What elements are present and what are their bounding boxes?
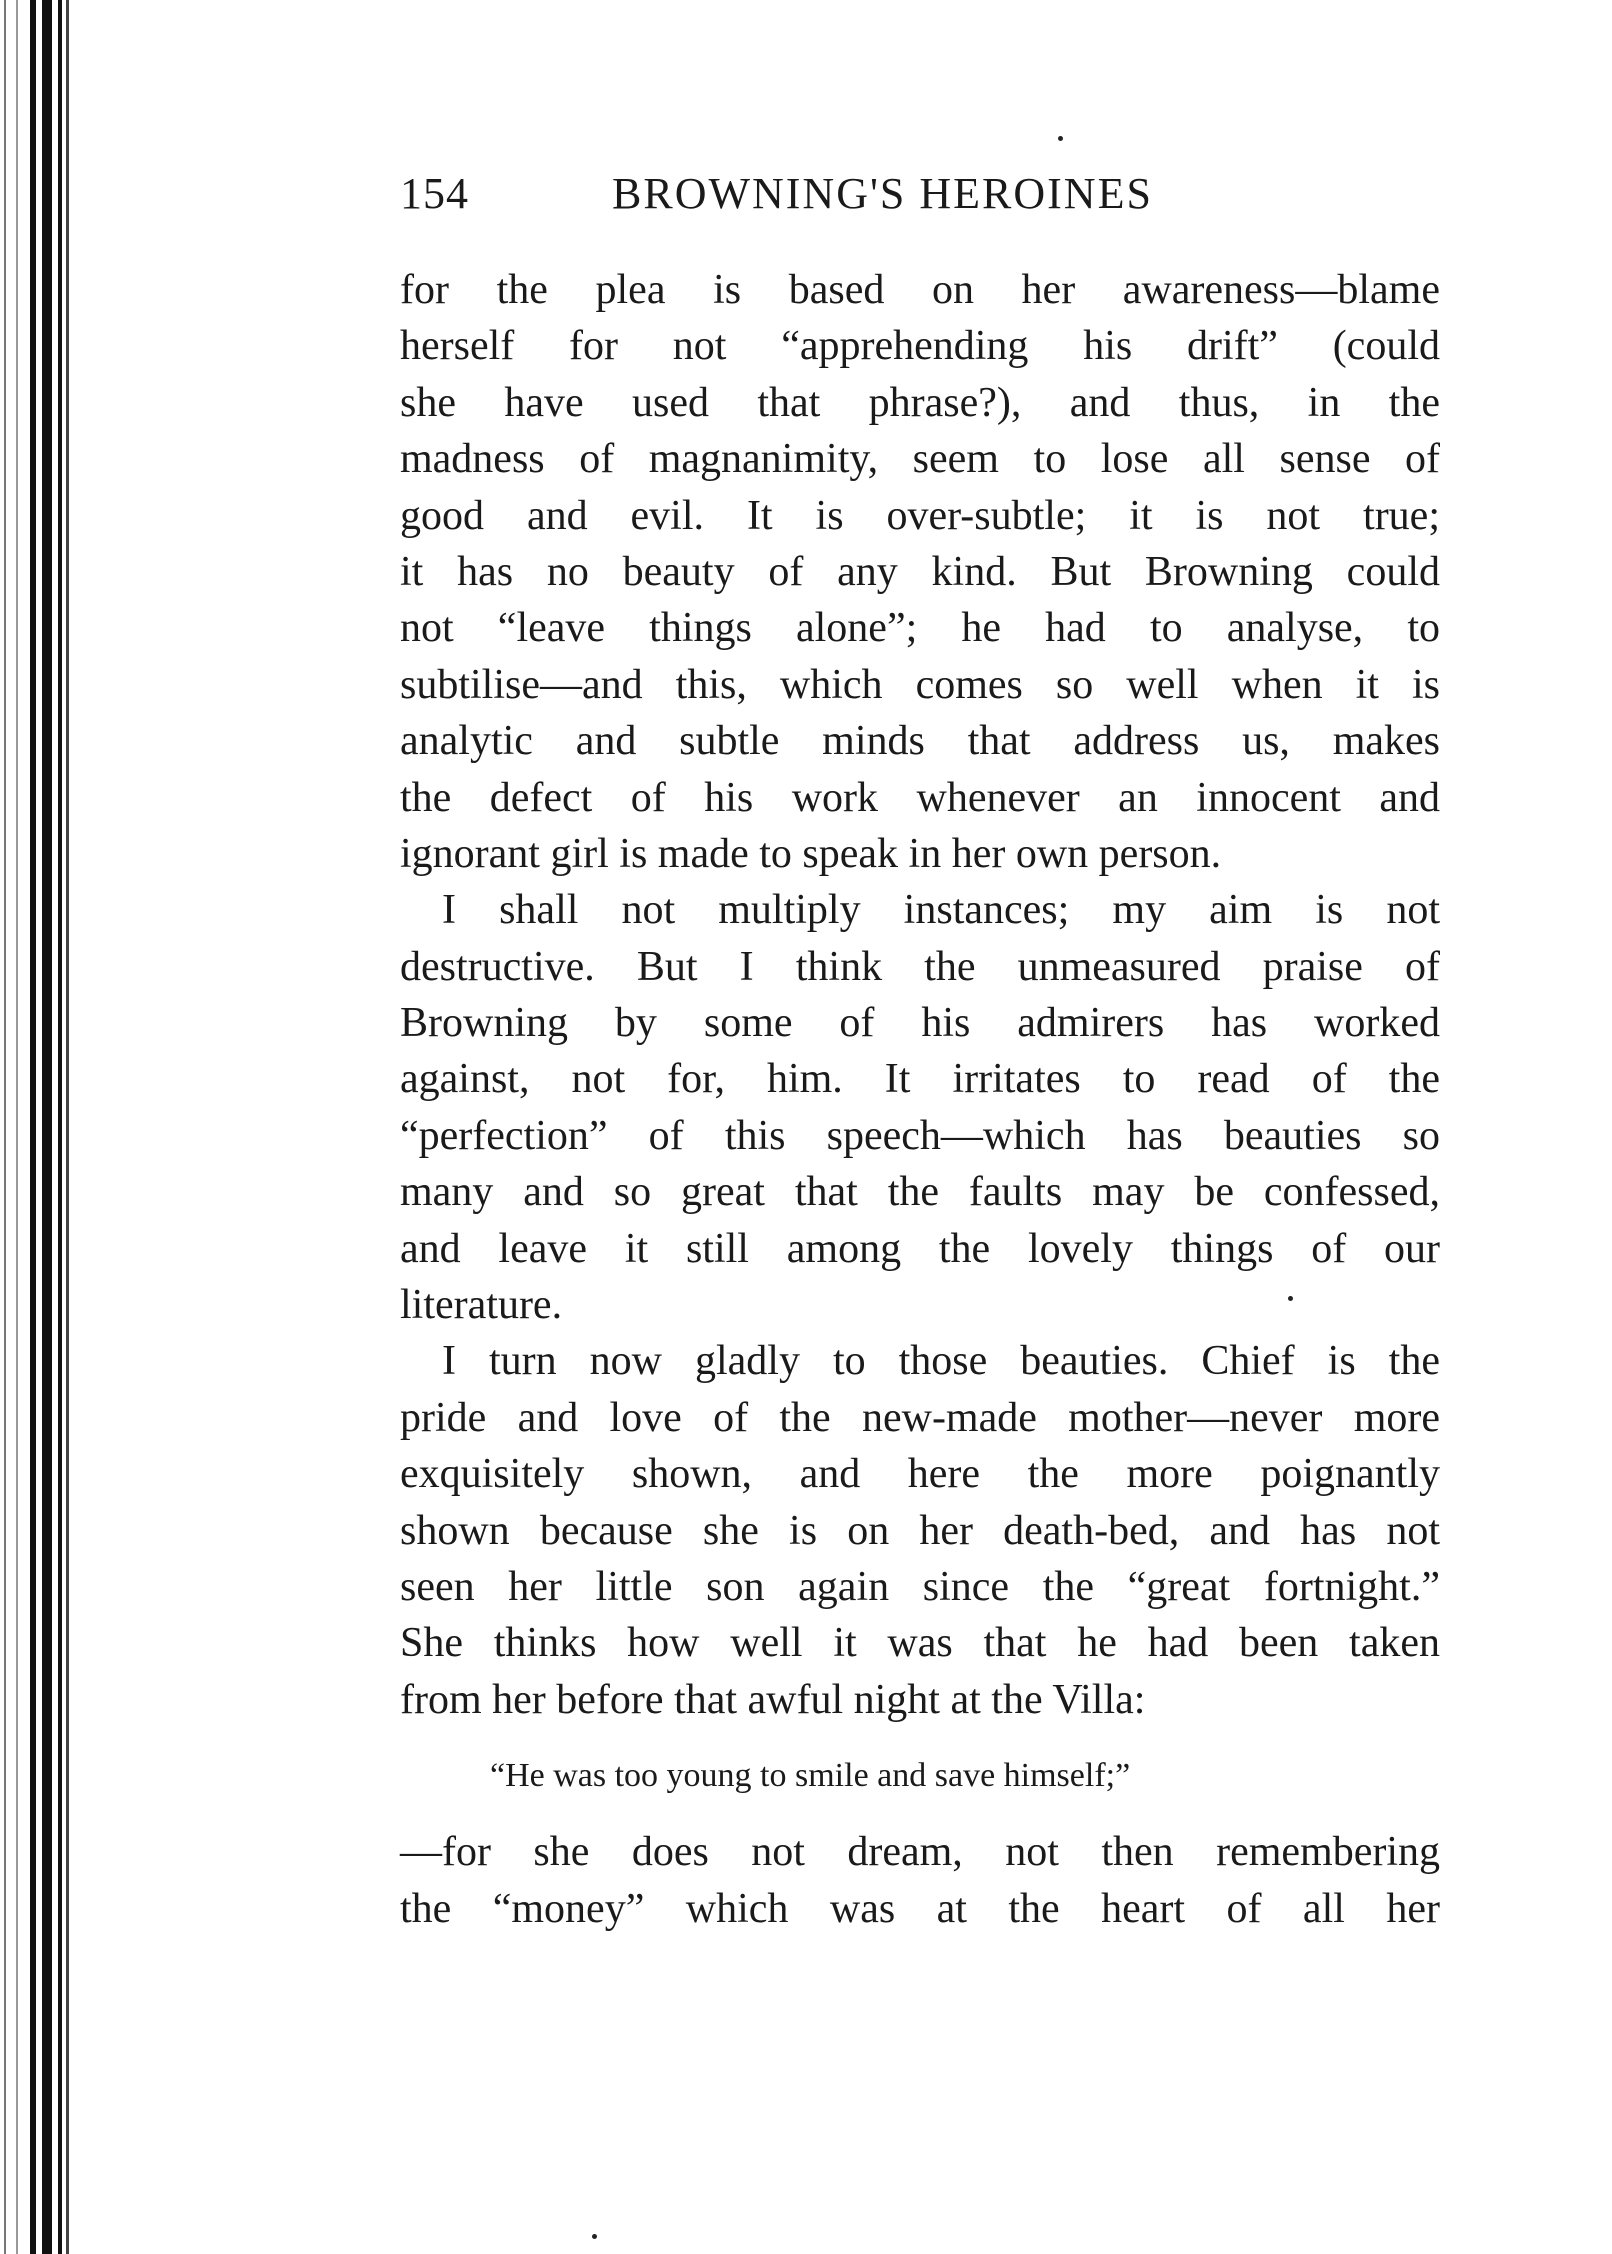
text-line: against, not for, him. It irritates to read of the — [400, 1056, 1440, 1103]
text-line: not “leave things alone”; he had to analyse, to — [400, 605, 1440, 652]
text-line: She thinks how well it was that he had been taken — [400, 1620, 1440, 1667]
binding-shadow — [0, 0, 80, 2254]
text-line: madness of magnanimity, seem to lose all sense of — [400, 436, 1440, 483]
speck — [1058, 136, 1063, 141]
text-line: Browning by some of his admirers has worked — [400, 1000, 1440, 1047]
text-line: I shall not multiply instances; my aim is not — [442, 887, 1440, 934]
running-title: BROWNING'S HEROINES — [612, 169, 1153, 218]
text-line: “perfection” of this speech—which has beauties so — [400, 1112, 1440, 1159]
text-line: good and evil. It is over-subtle; it is not true; — [400, 492, 1440, 539]
text-line: the “money” which was at the heart of all her — [400, 1885, 1440, 1932]
text-line: shown because she is on her death-bed, and has not — [400, 1507, 1440, 1554]
text-line: the defect of his work whenever an innocent and — [400, 774, 1440, 821]
text-line: subtilise—and this, which comes so well when it is — [400, 661, 1440, 708]
text-line: herself for not “apprehending his drift” (could — [400, 323, 1440, 370]
body-text — [400, 262, 1440, 1937]
text-line: seen her little son again since the “great fortnight.” — [400, 1563, 1440, 1610]
text-line: —for she does not dream, not then remembering — [400, 1829, 1440, 1876]
text-line: from her before that awful night at the Villa: — [400, 1676, 1146, 1723]
text-line: destructive. But I think the unmeasured praise of — [400, 943, 1440, 990]
speck — [592, 2234, 597, 2239]
text-line: many and so great that the faults may be confessed, — [400, 1169, 1440, 1216]
page-header — [400, 168, 1440, 228]
text-line: she have used that phrase?), and thus, in the — [400, 379, 1440, 426]
text-line: analytic and subtle minds that address us, makes — [400, 718, 1440, 765]
verse-quotation: “He was too young to smile and save himself;” — [490, 1757, 1131, 1795]
text-line: and leave it still among the lovely things of our — [400, 1225, 1440, 1272]
text-line: ignorant girl is made to speak in her own person. — [400, 830, 1222, 877]
text-line: pride and love of the new-made mother—never more — [400, 1394, 1440, 1441]
text-line: it has no beauty of any kind. But Browning could — [400, 548, 1440, 595]
page-number: 154 — [400, 169, 469, 218]
text-line: literature. — [400, 1282, 563, 1329]
text-line: exquisitely shown, and here the more poignantly — [400, 1451, 1440, 1498]
speck — [1288, 1296, 1293, 1301]
text-line: I turn now gladly to those beauties. Chief is the — [442, 1338, 1440, 1385]
text-line: for the plea is based on her awareness—blame — [400, 267, 1440, 313]
